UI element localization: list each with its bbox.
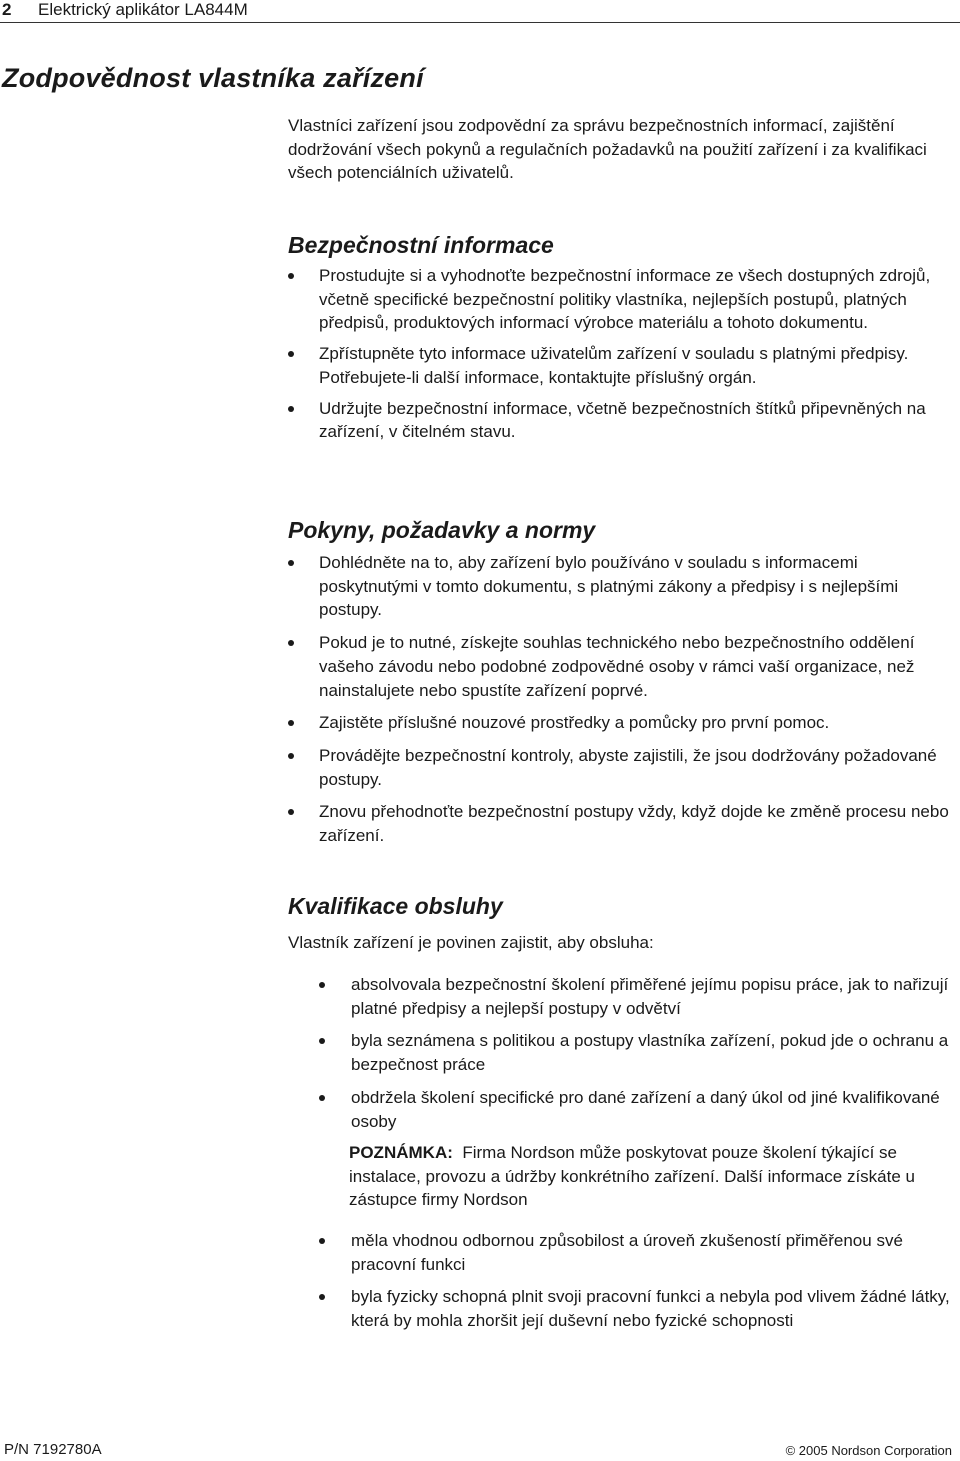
note	[349, 1141, 955, 1212]
qualification-list-a	[351, 973, 955, 1133]
guidelines-heading: Pokyny, požadavky a normy	[288, 517, 596, 543]
list-item: obdržela školení specifické pro dané zařízení a daný úkol od jiné kvalifikované osoby	[351, 1086, 955, 1133]
copyright: © 2005 Nordson Corporation	[785, 1443, 952, 1458]
header-rule	[0, 22, 960, 23]
qualification-list-b	[351, 1229, 955, 1333]
list-item: byla fyzicky schopná plnit svoji pracovní funkci a nebyla pod vlivem žádné látky, která by mohla zhoršit její duševní nebo fyzické schopnosti	[351, 1285, 955, 1332]
list-item: Znovu přehodnoťte bezpečnostní postupy vždy, když dojde ke změně procesu nebo zařízení.	[319, 800, 955, 847]
qualification-heading: Kvalifikace obsluhy	[288, 893, 503, 919]
intro-paragraph: Vlastníci zařízení jsou zodpovědní za správu bezpečnostních informací, zajištění dodržování všech pokynů a regulačních požadavků na použití zařízení i za kvalifikaci všech potenciálních uživatelů.	[288, 116, 927, 183]
page-header	[0, 0, 960, 22]
list-item: měla vhodnou odbornou způsobilost a úroveň zkušeností přiměřenou své pracovní funkci	[351, 1229, 955, 1276]
list-item: absolvovala bezpečnostní školení přiměřené jejímu popisu práce, jak to nařizují platné předpisy a nejlepší postupy v odvětví	[351, 973, 955, 1020]
list-item: Provádějte bezpečnostní kontroly, abyste zajistili, že jsou dodržovány požadované postupy.	[319, 744, 955, 791]
list-item: Zajistěte příslušné nouzové prostředky a pomůcky pro první pomoc.	[319, 711, 955, 735]
note-text: Firma Nordson může poskytovat pouze školení týkající se instalace, provozu a údržby konkrétního zařízení. Další informace získáte u zástupce firmy Nordson	[349, 1143, 915, 1210]
safety-list	[319, 264, 955, 444]
list-item: Zpřístupněte tyto informace uživatelům zařízení v souladu s platnými předpisy. Potřebujete-li další informace, kontaktujte příslušný orgán.	[319, 342, 955, 389]
safety-heading: Bezpečnostní informace	[288, 232, 554, 258]
list-item: Dohlédněte na to, aby zařízení bylo používáno v souladu s informacemi poskytnutými v tomto dokumentu, s platnými zákony a předpisy i s nejlepšími postupy.	[319, 551, 955, 622]
list-item: Pokud je to nutné, získejte souhlas technického nebo bezpečnostního oddělení vašeho závodu nebo podobné zodpovědné osoby v rámci vaší organizace, než nainstalujete nebo spustíte zařízení poprvé.	[319, 631, 955, 702]
qualification-intro: Vlastník zařízení je povinen zajistit, aby obsluha:	[288, 933, 654, 952]
part-number: P/N 7192780A	[4, 1441, 102, 1458]
list-item: Prostudujte si a vyhodnoťte bezpečnostní informace ze všech dostupných zdrojů, včetně specifické bezpečnostní politiky vlastníka, nejlepších postupů, platných předpisů, produktových informací výrobce materiálu a tohoto dokumentu.	[319, 264, 955, 335]
section-title: Zodpovědnost vlastníka zařízení	[2, 63, 424, 93]
list-item: byla seznámena s politikou a postupy vlastníka zařízení, pokud jde o ochranu a bezpečnost práce	[351, 1029, 955, 1076]
page-number: 2	[2, 0, 12, 19]
list-item: Udržujte bezpečnostní informace, včetně bezpečnostních štítků připevněných na zařízení, v čitelném stavu.	[319, 397, 955, 444]
guidelines-list	[319, 551, 955, 848]
document-title: Elektrický aplikátor LA844M	[38, 0, 248, 19]
note-label: POZNÁMKA:	[349, 1143, 453, 1162]
